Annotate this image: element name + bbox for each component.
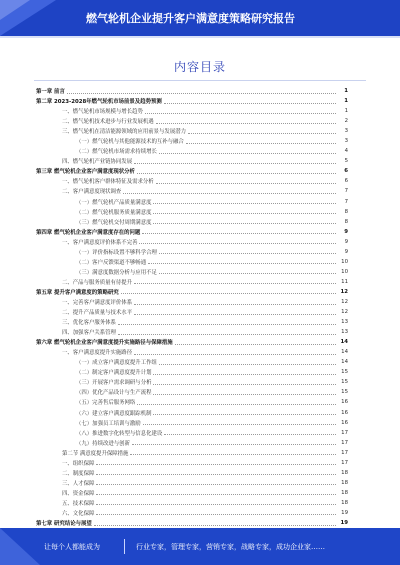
toc-entry-page: 3 [344,138,348,145]
toc-entry[interactable] [36,408,348,418]
page-header [0,0,400,36]
toc-entry[interactable] [36,186,348,196]
toc-entry-label: （三）燃气轮机交付周期满意度 [76,219,152,226]
toc-entry[interactable] [36,297,348,307]
toc-leader-dots [159,272,336,274]
toc-entry[interactable] [36,337,348,347]
toc-leader-dots [118,333,336,335]
toc-leader-dots [164,102,336,104]
toc-entry-page: 19 [340,520,348,527]
toc-entry-page: 12 [340,288,348,295]
toc-leader-dots [96,473,336,475]
toc-leader-dots [186,142,336,144]
toc-leader-dots [159,363,336,365]
toc-entry-page: 17 [341,449,348,456]
toc-title: 内容目录 [173,60,226,74]
toc-entry[interactable] [36,307,348,317]
toc-entry-page: 17 [341,439,348,446]
toc-leader-dots [132,443,336,445]
toc-leader-dots [153,413,336,415]
toc-entry-label: 三、人才保障 [62,480,95,487]
toc-leader-dots [134,162,336,164]
toc-entry-page: 10 [341,268,348,275]
toc-entry[interactable] [36,116,348,126]
toc-entry-page: 7 [344,188,348,195]
toc-entry-page: 6 [344,178,348,185]
toc-entry-label: （二）燃气轮机服务质量满意度 [76,209,152,216]
toc-entry-page: 14 [340,339,348,346]
toc-entry[interactable] [36,136,348,146]
toc-entry[interactable] [36,387,348,397]
toc-entry[interactable] [36,327,348,337]
toc-entry-page: 1 [344,108,348,115]
toc-entry[interactable] [36,156,348,166]
toc-entry-label: 一、客户满意度评价体系不完善 [62,239,138,246]
toc-entry-label: 五、技术保障 [62,500,95,507]
toc-entry[interactable] [36,176,348,186]
toc-leader-dots [134,303,336,305]
toc-entry-label: 第三章 燃气轮机企业客户满意度现状分析 [36,169,135,176]
toc-leader-dots [164,433,336,435]
toc-leader-dots [137,172,336,174]
toc-leader-dots [175,343,336,345]
toc-entry[interactable] [36,397,348,407]
toc-entry-page: 6 [344,168,348,175]
toc-entry-page: 14 [341,359,348,366]
toc-entry-label: （二）制定客户满意度提升计划 [76,370,152,377]
toc-entry-page: 18 [341,499,348,506]
toc-entry-label: （一）评价指标设置不够科学合理 [76,249,157,256]
toc-title-divider [34,80,366,81]
toc-leader-dots [118,323,336,325]
toc-entry-page: 16 [341,419,348,426]
toc-entry[interactable] [36,146,348,156]
header-divider [0,36,400,38]
toc-entry[interactable] [36,478,348,488]
toc-entry-page: 19 [341,509,348,516]
toc-entry-page: 2 [344,118,348,125]
toc-entry-label: 第二章 2023-2028年燃气轮机市场前景及趋势预测 [36,99,162,106]
toc-entry-label: 四、燃气轮机产业链协同发展 [62,159,133,166]
toc-entry-label: 三、优化客户服务体系 [62,320,116,327]
toc-entry-label: 四、加强客户关系管理 [62,330,116,337]
toc-entry-page: 7 [344,198,348,205]
toc-leader-dots [148,262,336,264]
toc-entry[interactable] [36,227,348,237]
toc-entry-page: 10 [341,258,348,265]
toc-leader-dots [96,463,336,465]
toc-entry-page: 13 [341,329,348,336]
toc-entry[interactable] [36,96,348,106]
toc-entry-page: 17 [341,459,348,466]
toc-entry-page: 9 [344,248,348,255]
toc-entry[interactable] [36,468,348,478]
toc-entry-label: 第六章 燃气轮机企业客户满意度提升实施路径与保障措施 [36,340,173,347]
toc-entry-label: 三、燃气轮机在清洁能源领域的应用前景与发展潜力 [62,129,186,136]
toc-entry-page: 8 [344,208,348,215]
report-title: 燃气轮机企业提升客户满意度策略研究报告 [86,12,295,25]
toc-entry-page: 9 [344,228,348,235]
page-footer [0,528,400,565]
toc-entry[interactable] [36,377,348,387]
toc-entry-label: （七）加强员工培训与激励 [76,420,141,427]
toc-entry-label: 第七章 研究结论与展望 [36,521,92,528]
toc-entry[interactable] [36,287,348,297]
toc-entry-label: （一）成立客户满意度提升工作组 [76,360,157,367]
toc-entry[interactable] [36,357,348,367]
toc-entry-label: （八）推进数字化转型与信息化建设 [76,430,163,437]
toc-entry-label: （二）客户反馈渠道不够畅通 [76,259,147,266]
toc-leader-dots [153,383,336,385]
toc-entry-page: 3 [344,128,348,135]
toc-entry-page: 15 [341,379,348,386]
toc-entry-label: （六）建立客户满意度跟踪机制 [76,410,152,417]
toc-entry-page: 16 [341,399,348,406]
footer-slogan-right: 行业专家，管理专家，营销专家，战略专家，成功企业家…… [136,543,325,551]
toc-leader-dots [96,513,336,515]
toc-entry-label: 一、组织保障 [62,460,95,467]
footer-decoration [0,528,40,565]
toc-entry[interactable] [36,247,348,257]
toc-entry-page: 18 [341,489,348,496]
toc-entry-label: 一、完善客户满意度评价体系 [62,300,133,306]
toc-entry[interactable] [36,428,348,438]
toc-entry-label: 一、燃气轮机市场规模与增长趋势 [62,109,143,116]
toc-leader-dots [94,524,336,526]
toc-entry-label: （九）持续改进与创新 [76,440,130,447]
toc-entry[interactable] [36,448,348,458]
toc-entry[interactable] [36,166,348,176]
toc-leader-dots [159,252,336,254]
footer-slogan-left: 让每个人都能成为 [44,543,100,551]
toc-entry-page: 4 [344,148,348,155]
toc-entry-page: 17 [341,429,348,436]
toc-entry-page: 1 [344,88,348,95]
toc-entry-page: 12 [341,309,348,316]
toc-entry-page: 18 [341,479,348,486]
toc-entry[interactable] [36,217,348,227]
toc-entry-label: 第五章 提升客户满意度的策略研究 [36,289,119,296]
toc-entry-page: 18 [341,469,348,476]
toc-entry[interactable] [36,267,348,277]
toc-leader-dots [96,503,336,505]
toc-entry[interactable] [36,518,348,528]
toc-entry[interactable] [36,458,348,468]
toc-entry-label: 二、产品与服务质量有待提升 [62,279,133,286]
toc-leader-dots [139,242,336,244]
toc-leader-dots [153,373,336,375]
toc-leader-dots [67,92,336,94]
toc-entry-label: （一）燃气轮机与其他能源技术的互补与融合 [76,139,184,146]
toc-entry[interactable] [36,197,348,207]
toc-entry[interactable] [36,347,348,357]
toc-entry[interactable] [36,257,348,267]
toc-entry-label: 二、燃气轮机技术进步与行业发展机遇 [62,119,154,126]
toc-entry[interactable] [36,438,348,448]
toc-entry[interactable] [36,367,348,377]
toc-leader-dots [145,112,336,114]
toc-entry-page: 8 [344,218,348,225]
toc-entry-label: （一）燃气轮机产品质量满意度 [76,199,152,206]
toc-entry-label: 一、燃气轮机客户群体特征及需求分析 [62,179,154,186]
toc-entry[interactable] [36,498,348,508]
toc-entry-page: 1 [344,98,348,105]
toc-entry-label: 四、资金保障 [62,490,95,497]
toc-entry-label: 六、文化保障 [62,510,95,517]
toc-leader-dots [121,292,336,294]
toc-entry-label: 二、客户满意度现状调查 [62,189,122,196]
toc-leader-dots [153,202,336,204]
toc-entry-label: （五）完善售后服务网络 [76,400,136,407]
toc-leader-dots [134,313,336,315]
toc-entry-label: 二、制度保障 [62,470,95,477]
toc-entry-label: 第一章 前言 [36,89,65,96]
toc-leader-dots [153,222,336,224]
toc-entry-label: （二）燃气轮机市场需求持续增长 [76,149,157,156]
footer-separator [124,539,125,554]
toc-entry[interactable] [36,317,348,327]
toc-entry[interactable] [36,106,348,116]
toc-leader-dots [96,483,336,485]
toc-entry-label: （三）满意度数据分析与应用不足 [76,269,157,276]
toc-leader-dots [156,122,336,124]
toc-leader-dots [142,232,336,234]
toc-entry-page: 14 [341,349,348,356]
toc-entry[interactable] [36,277,348,287]
header-decoration-inner [0,0,30,20]
toc-entry-label: （三）开展客户需求调研与分析 [76,380,152,387]
toc-entry-page: 9 [344,238,348,245]
toc-entry-label: （四）优化产品设计与生产流程 [76,390,152,397]
toc-leader-dots [153,212,336,214]
toc-entry-page: 15 [341,369,348,376]
toc-leader-dots [96,493,336,495]
toc-entry[interactable] [36,126,348,136]
toc-leader-dots [130,453,336,455]
toc-entry-page: 5 [344,158,348,165]
toc-entry-page: 13 [341,319,348,326]
toc-entry-page: 15 [341,389,348,396]
toc-leader-dots [153,393,336,395]
toc-leader-dots [159,152,336,154]
toc-leader-dots [156,182,336,184]
toc-leader-dots [123,192,336,194]
toc-entry[interactable] [36,508,348,518]
toc-entry[interactable] [36,237,348,247]
table-of-contents [36,86,348,528]
toc-entry[interactable] [36,418,348,428]
toc-leader-dots [134,353,336,355]
toc-entry[interactable] [36,488,348,498]
toc-leader-dots [137,403,336,405]
toc-entry-page: 12 [341,299,348,305]
toc-entry-page: 16 [341,409,348,416]
toc-entry[interactable] [36,86,348,96]
toc-entry-label: 二、提升产品质量与技术水平 [62,310,133,317]
toc-leader-dots [143,423,336,425]
toc-entry-label: 一、客户满意度提升实施路径 [62,350,133,357]
toc-entry-page: 11 [341,278,348,285]
toc-entry-label: 第四章 燃气轮机企业客户满意度存在的问题 [36,229,141,236]
toc-entry-label: 第二节 满意度提升保障措施 [62,450,129,457]
toc-entry[interactable] [36,207,348,217]
toc-leader-dots [188,132,336,134]
toc-leader-dots [134,282,336,284]
